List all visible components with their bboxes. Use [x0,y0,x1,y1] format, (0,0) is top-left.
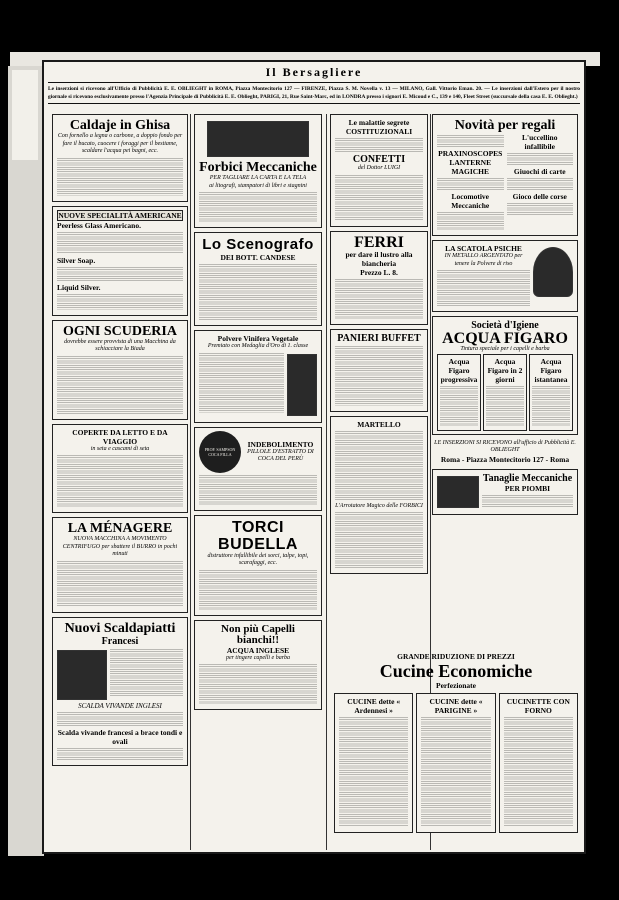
ad-note: per tingere capelli e barba [225,654,291,661]
product-name: Liquid Silver. [57,282,101,292]
product-name: Gioco delle corse [512,192,567,201]
ad-coperte [52,424,188,514]
ad-novita [432,114,578,236]
ad-subtitle: distruttore infallibile dei sorci, talpe, topi, scarafaggi, ecc. [207,552,309,566]
plate-warmer-illustration [57,650,107,700]
body-text [57,748,183,760]
ad-subtitle: in seta e cascami di seta [90,445,150,452]
ad-figaro [432,316,578,435]
ad-note: ai litografi, stampatori di libri e stagnini [209,182,307,189]
body-text [199,475,317,505]
product-name: Peerless Glass Americano. [57,220,141,230]
ad-title: Lo Scenografo [202,236,314,253]
body-text [57,267,183,281]
ad-title: COPERTE DA LETTO E DA VIAGGIO [72,427,168,446]
ad-tanaglie [432,469,578,515]
body-text [437,212,504,230]
insertion-notice [432,439,578,465]
variant-title: Acqua Figaro progressiva [440,356,478,384]
body-text [199,192,317,222]
ad-ferri [330,231,428,325]
body-text [486,386,524,426]
ad-caldaje [52,114,188,202]
ad-subtitle: Premiato con Medaglia d'Oro di 1. classe [207,343,309,349]
ad-polvere [194,330,322,423]
body-text [440,386,478,426]
variant-title: Acqua Figaro istantanea [534,356,568,384]
body-text [110,649,183,697]
body-text [482,495,573,507]
figaro-variant [437,354,481,431]
ad-pretitle: GRANDE RIDUZIONE DI PREZZI [397,652,515,661]
scissors-machine-illustration [207,121,309,157]
ad-panieri [330,329,428,412]
ad-subtitle: Con fornello a legna o carbone, a doppio fondo per fare il bucato, cuocere i foraggi per il bestiame, scaldare l'acqua pei bagni, ecc. [57,133,183,154]
body-text [437,178,504,190]
price: Prezzo L. 8. [360,267,398,277]
ad-subtitle: DEI BOTT. CANDESE [220,253,296,262]
ad-title: ACQUA FIGARO [442,330,568,347]
stove-column [499,693,578,833]
ad-americane [52,206,188,316]
ad-scuderia [52,320,188,420]
scan-binding-edge [8,66,44,856]
body-text [437,270,530,306]
ad-subtitle: PER TAGLIARE LA CARTA E LA TELA [209,175,307,181]
body-text [57,356,183,414]
ad-title: Le malattie segrete COSTITUZIONALI [345,118,413,136]
ad-title: Novità per regali [454,118,556,133]
price-list [504,717,573,827]
body-text [57,158,183,196]
body-text [335,138,423,152]
ad-subtitle: PER PIOMBI [504,483,551,493]
ad-scenografo [194,232,322,326]
masthead: Il Bersagliere [265,65,363,79]
price-list [339,717,408,827]
body-text [507,203,574,215]
ad-title: Non più Capelli bianchi!! [221,622,295,646]
body-text [199,664,317,704]
column-1 [52,114,188,850]
ad-confetti [330,114,428,227]
ad-coca [194,427,322,511]
body-text [507,178,574,190]
body-text [335,346,423,406]
ad-title: TORCI BUDELLA [218,518,298,553]
body-text [335,512,423,568]
product-name: Scalda vivande francesi a brace tondi e ovali [57,728,183,746]
ad-scaldapiatti [52,617,188,767]
column-rule [190,114,191,850]
body-text [199,570,317,610]
price-list [421,717,490,827]
ad-capelli [194,620,322,711]
ad-title: Forbici Meccaniche [199,160,317,175]
body-text [335,431,423,501]
figaro-variant [529,354,573,431]
column-rule [326,114,327,850]
ad-title: OGNI SCUDERIA [63,323,177,339]
stove-column [334,693,413,833]
ad-header: Società d'Igiene [471,320,539,331]
product-name: Silver Soap. [57,255,96,265]
body-text [57,561,183,607]
stove-type: CUCINETTE CON FORNO [506,697,570,715]
variant-title: Acqua Figaro in 2 giorni [487,356,523,384]
stove-column [416,693,495,833]
ad-subtitle: L'Arrotatore Magico delle FORBICI [335,502,423,509]
advertising-notice: Le inserzioni si ricevono all'Ufficio di Pubblicità E. E. OBLIEGHT in ROMA, Piazza Montecitorio 127 — FIRENZE, Piazza S. M. Novella v. 13 — MILANO, Gall. Vittorio Eman. 20. — Le inserzioni dall'Estero per il nostro giornale si ricevono esclusivamente presso l'Agenzia Principale di Pubblicità E. E. Oblieght, PARIGI, 21, Rue Saint-Marc, ed in LONDRA presso i signori E. Micoud e C., 139 e 140, Fleet Street (succursale della casa E. E. Oblieght.) [48,82,580,104]
body-text [199,353,284,413]
ad-subtitle: per dare il lustro alla biancheria [345,249,413,268]
ad-subtitle: ACQUA INGLESE [226,645,290,655]
seal-icon: PROF. SAMPSON COCA FILLA [199,431,241,473]
ad-torci [194,515,322,616]
ad-title: FERRI [354,233,404,251]
ad-subtitle: PILLOLE D'ESTRATTO DI COCA DEL PERÙ [247,448,314,462]
body-text [199,264,317,320]
stove-type: CUCINE dette « Ardennesi » [347,697,401,715]
ad-cucine [334,652,578,837]
ad-subtitle: dovrebbe essere provvista di una Macchina da schiacciare la Biada [64,338,176,352]
scan-left-tab [12,70,38,160]
ad-subtitle: Tintura speciale per i capelli e barba [460,346,550,352]
ad-subtitle: NUOVA MACCHINA A MOVIMENTO CENTRIFUGO per sbattere il BURRO in pochi minuti [62,536,178,557]
ad-title: Tanaglie Meccaniche [482,472,573,484]
ad-title: LA SCATOLA PSICHE [445,244,522,253]
pliers-illustration [437,476,479,508]
product-name: Giuochi di carte [513,167,566,176]
body-text [507,153,574,165]
ad-title: LA MÉNAGERE [67,521,173,536]
product-name: CONFETTI [352,154,406,165]
ad-subtitle: Francesi [101,635,139,647]
ad-subtitle: Perfezionate [436,681,476,690]
ad-title: PANIERI BUFFET [337,332,421,344]
body-text [57,294,183,310]
ad-subtitle: del Dottor LUIGI [357,165,401,171]
body-text [335,279,423,319]
ad-title: Nuovi Scaldapiatti [64,620,176,636]
ad-martello [330,416,428,575]
ad-menagere [52,517,188,613]
ad-title: NUOVE SPECIALITÀ AMERICANE [58,210,182,220]
body-text [335,175,423,221]
ad-subtitle: IN METALLO ARGENTATO per tenere la Polvere di riso [444,253,523,267]
product-name: SCALDA VIVANDE INGLESI [78,701,162,710]
body-text [57,712,183,726]
ad-scatola [432,240,578,312]
ad-title: Polvere Vinifera Vegetale [217,334,299,343]
notice-address: Roma - Piazza Montecitorio 127 - Roma [440,454,570,464]
body-text [437,135,504,147]
powder-box-illustration [533,247,573,297]
grape-vine-illustration [287,354,317,416]
ad-title: Cucine Economiche [379,661,533,681]
ad-forbici [194,114,322,228]
ad-title: MARTELLO [357,419,401,429]
ad-title: Caldaje in Ghisa [69,118,171,133]
body-text [57,232,183,254]
body-text [532,386,570,426]
figaro-variant [483,354,527,431]
stove-type: CUCINE dette « PARIGINE » [429,697,483,715]
column-2 [194,114,322,850]
newspaper-page [44,62,584,852]
product-name: Locomotive Meccaniche [451,192,490,210]
product-name: LANTERNE MAGICHE [449,158,492,176]
price-table [57,455,183,507]
ad-title: INDEBOLIMENTO [247,439,314,449]
product-name: PRAXINOSCOPES [438,149,503,158]
notice-text: LE INSERZIONI SI RICEVONO all'ufficio di Pubblicità E. OBLIEGHT [434,439,576,453]
product-name: L'uccellino infallibile [522,133,558,151]
